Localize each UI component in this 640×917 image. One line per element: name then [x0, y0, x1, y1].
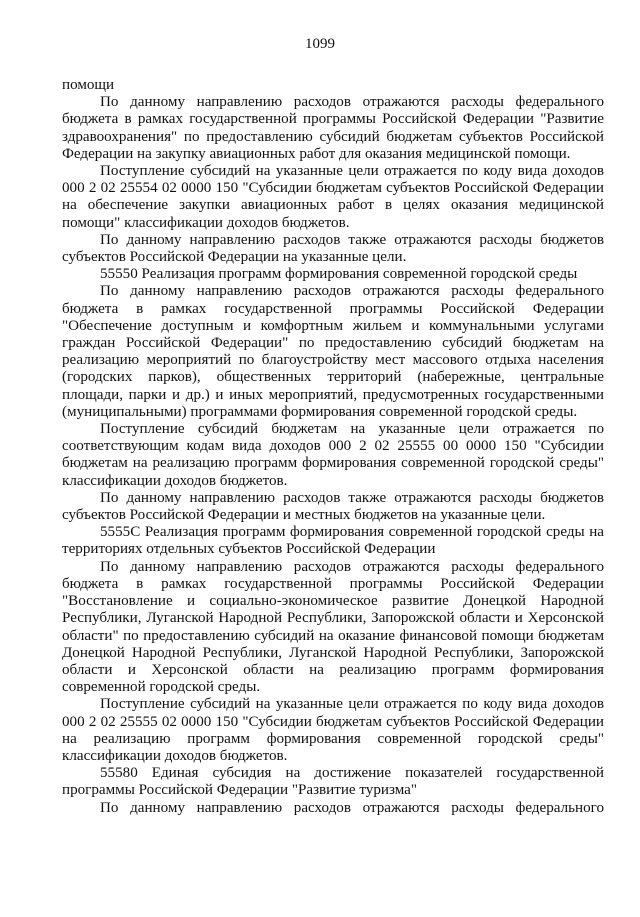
paragraph: помощи [62, 77, 115, 93]
paragraph: Поступление субсидий бюджетам на указанные цели отражается по соответствующим кодам вида доходов 000 2 02 25555 00 0000 150 "Субсидии бюджетам на реализацию программ формирования современной городской среды" классификации доходов бюджетов. [62, 421, 604, 489]
paragraph: По данному направлению расходов отражаются расходы федерального бюджета в рамках государственной программы Российской Федерации "Развитие здравоохранения" по предоставлению субсидий бюджетам субъектов Российской Федерации на закупку авиационных работ для оказания медицинской помощи. [62, 94, 604, 162]
paragraph: По данному направлению расходов отражаются расходы федерального бюджета в рамках государственной программы Российской Федерации "Обеспечение доступным и комфортным жильем и коммунальными услугами граждан Российской Федерации" по предоставлению субсидий бюджетам на реализацию мероприятий по благоустройству мест массового отдыха населения (городских парков), общественных территорий (набережные, центральные площади, парки и др.) и иных мероприятий, предусмотренных государственными (муниципальными) программами формирования современной городской среды. [62, 283, 604, 420]
paragraph: 55580 Единая субсидия на достижение показателей государственной программы Российской Федерации "Развитие туризма" [62, 765, 604, 799]
paragraph: 55550 Реализация программ формирования современной городской среды [100, 266, 578, 283]
paragraph: По данному направлению расходов отражаются расходы федерального бюджета в рамках государственной программы Российской Федерации "Восстановление и социально-экономическое развитие Донецкой Народной Республики, Луганской Народной Республики, Запорожской области и Херсонской области" по предоставлению субсидий на оказание финансовой помощи бюджетам Донецкой Народной Республики, Луганской Народной Республики, Запорожской области и Херсонской области на реализацию программ формирования современной городской среды. [62, 558, 604, 696]
paragraph: По данному направлению расходов также отражаются расходы бюджетов субъектов Российской Федерации на указанные цели. [62, 231, 604, 266]
paragraph: По данному направлению расходов также отражаются расходы бюджетов субъектов Российской Федерации и местных бюджетов на указанные цели. [62, 489, 604, 524]
paragraph: По данному направлению расходов отражаются расходы федерального [100, 799, 604, 816]
page-number: 1099 [305, 36, 335, 52]
paragraph: 5555С Реализация программ формирования современной городской среды на территориях отдельных субъектов Российской Федерации [62, 524, 604, 558]
document-body [62, 77, 604, 817]
paragraph: Поступление субсидий на указанные цели отражается по коду вида доходов 000 2 02 25554 02 0000 150 "Субсидии бюджетам субъектов Российской Федерации на обеспечение закупки авиационных работ в целях оказания медицинской помощи" классификации доходов бюджетов. [62, 163, 604, 231]
paragraph: Поступление субсидий на указанные цели отражается по коду вида доходов 000 2 02 25555 02 0000 150 "Субсидии бюджетам субъектов Российской Федерации на реализацию программ формирования современной городской среды" классификации доходов бюджетов. [62, 696, 604, 764]
